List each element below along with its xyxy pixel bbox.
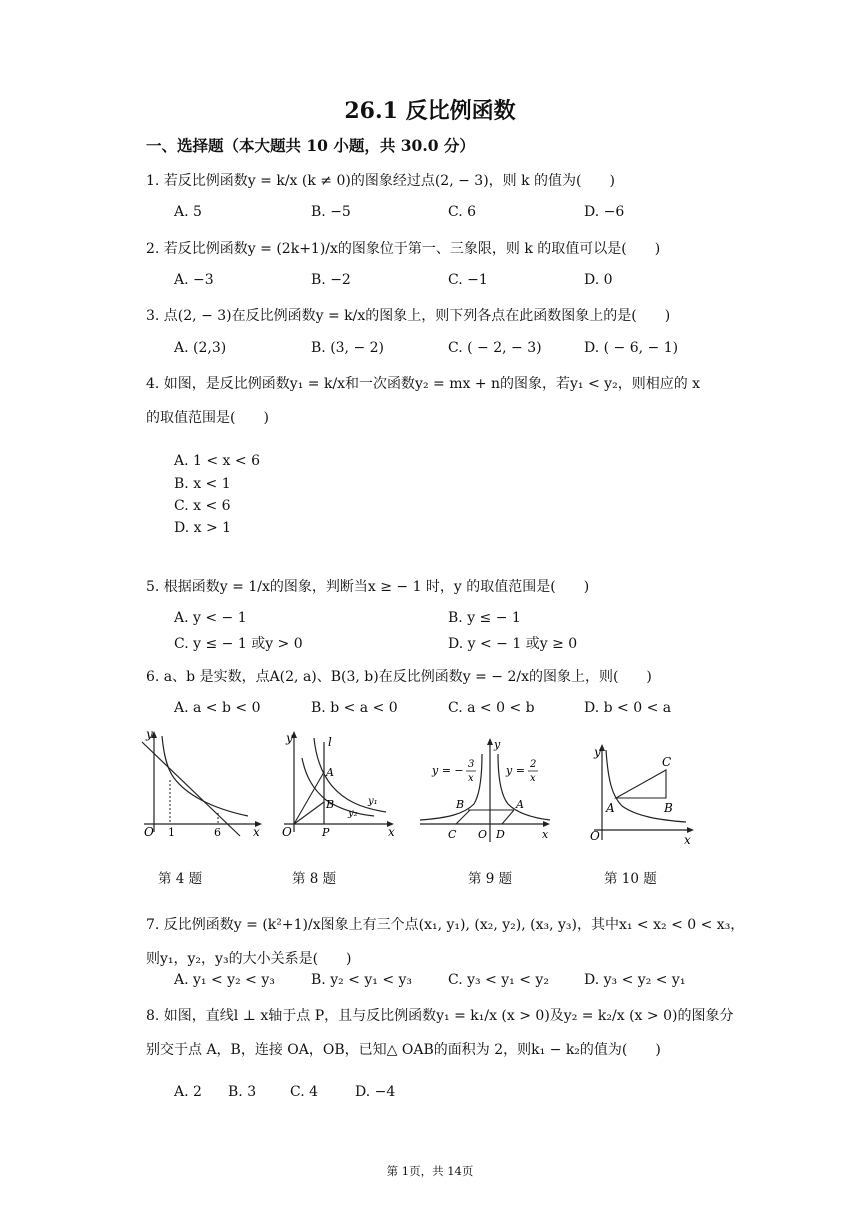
question-8-option-b: B. 3	[228, 1084, 257, 1100]
fig4-hyperbola	[162, 736, 248, 816]
question-4-stem-line-2: 的取值范围是( )	[146, 410, 269, 426]
question-1-option-c: C. 6	[448, 204, 477, 220]
question-5-option-d: D. y < − 1 或y ≥ 0	[448, 636, 578, 652]
fig8-label-a: A	[326, 766, 334, 779]
question-1-stem: 1. 若反比例函数y = k/x (k ≠ 0)的图象经过点(2, − 3)，则 k 的值为( )	[146, 173, 615, 189]
fig4-label-x: x	[253, 825, 260, 839]
question-5-option-b: B. y ≤ − 1	[448, 610, 521, 626]
fig9-right-numerator: 2	[530, 759, 537, 770]
fig9-right-eq-lhs: y =	[506, 764, 525, 777]
figure-4	[140, 728, 265, 843]
question-4-option-d: D. x > 1	[174, 520, 232, 536]
fig4-label-1: 1	[168, 826, 175, 839]
question-3-option-d: D. ( − 6, − 1)	[584, 340, 679, 356]
fig9-left-denominator: x	[468, 773, 474, 784]
fig9-label-o: O	[478, 828, 488, 841]
fig9-label-d: D	[496, 828, 505, 841]
question-2-option-b: B. −2	[311, 272, 351, 288]
fig9-left-eq-lhs: y = −	[432, 764, 464, 777]
question-8-stem-line-2: 别交于点 A，B，连接 OA，OB，已知△ OAB的面积为 2，则k₁ − k₂的值为( )	[146, 1042, 661, 1058]
fig9-right-denominator: x	[530, 773, 536, 784]
question-6-stem: 6. a、b 是实数，点A(2, a)、B(3, b)在反比例函数y = − 2/x的图象上，则( )	[146, 669, 652, 685]
fig8-label-o: O	[282, 825, 292, 839]
question-4-option-c: C. x < 6	[174, 498, 231, 514]
question-1-option-a: A. 5	[174, 204, 202, 220]
figure-9	[418, 734, 558, 846]
fig9-label-x: x	[542, 828, 549, 841]
question-5-option-c: C. y ≤ − 1 或y > 0	[174, 636, 303, 652]
fig4-label-o: O	[144, 825, 154, 839]
question-4-stem-line-1: 4. 如图，是反比例函数y₁ = k/x和一次函数y₂ = mx + n的图象，若y₁ < y₂，则相应的 x	[146, 376, 701, 392]
question-7-option-a: A. y₁ < y₂ < y₃	[174, 972, 275, 988]
fig10-label-x: x	[684, 833, 691, 847]
fig9-segment-da	[502, 810, 514, 824]
question-2-option-a: A. −3	[174, 272, 214, 288]
fig4-label-6: 6	[214, 826, 221, 839]
question-7-option-d: D. y₃ < y₂ < y₁	[584, 972, 686, 988]
question-4-option-b: B. x < 1	[174, 476, 231, 492]
fig10-label-b: B	[664, 801, 673, 815]
section-heading: 一、选择题（本大题共 10 小题，共 30.0 分）	[146, 136, 475, 155]
question-2-option-c: C. −1	[448, 272, 488, 288]
fig9-label-c: C	[448, 828, 457, 841]
question-7-option-b: B. y₂ < y₁ < y₃	[311, 972, 413, 988]
question-6-option-d: D. b < 0 < a	[584, 700, 672, 716]
fig9-y-arrow	[487, 738, 493, 745]
fig10-label-a: A	[606, 801, 615, 815]
question-7-option-c: C. y₃ < y₁ < y₂	[448, 972, 549, 988]
question-3-option-b: B. (3, − 2)	[311, 340, 385, 356]
fig9-label-y: y	[494, 738, 501, 751]
fig8-label-l: l	[328, 735, 332, 749]
page-footer: 第 1页，共 14页	[386, 1164, 474, 1178]
fig4-label-y: y	[146, 728, 153, 741]
fig4-line	[142, 742, 240, 836]
question-4-option-a: A. 1 < x < 6	[174, 453, 260, 469]
question-1-option-d: D. −6	[584, 204, 625, 220]
fig8-segment-ob	[294, 802, 324, 824]
question-2-stem: 2. 若反比例函数y = (2k+1)/x的图象位于第一、三象限，则 k 的取值可以是( )	[146, 241, 661, 257]
question-7-stem-line-2: 则y₁，y₂，y₃的大小关系是( )	[146, 951, 352, 967]
fig8-label-y: y	[286, 731, 293, 745]
figure-4-caption: 第 4 题	[158, 871, 203, 887]
fig8-label-b: B	[326, 798, 335, 811]
question-6-option-c: C. a < 0 < b	[448, 700, 535, 716]
question-2-option-d: D. 0	[584, 272, 613, 288]
question-6-option-a: A. a < b < 0	[174, 700, 261, 716]
figure-10-caption: 第 10 题	[604, 871, 657, 887]
fig9-label-a: A	[516, 798, 524, 811]
question-5-option-a: A. y < − 1	[174, 610, 247, 626]
fig10-triangle	[616, 770, 666, 798]
fig8-curve-y2	[302, 758, 374, 816]
fig8-label-x: x	[388, 825, 395, 839]
fig10-label-y: y	[594, 745, 601, 759]
question-8-stem-line-1: 8. 如图，直线l ⊥ x轴于点 P，且与反比例函数y₁ = k₁/x (x > 0)及y₂ = k₂/x (x > 0)的图象分	[146, 1008, 734, 1024]
fig9-x-arrow	[543, 821, 550, 827]
fig8-label-y1: y₁	[368, 796, 378, 807]
question-6-option-b: B. b < a < 0	[311, 700, 398, 716]
question-8-option-c: C. 4	[290, 1084, 319, 1100]
question-3-option-c: C. ( − 2, − 3)	[448, 340, 542, 356]
question-7-stem-line-1: 7. 反比例函数y = (k²+1)/x图象上有三个点(x₁, y₁), (x₂, y₂), (x₃, y₃)，其中x₁ < x₂ < 0 < x₃，	[146, 917, 745, 933]
fig10-curve	[606, 750, 686, 822]
question-8-option-d: D. −4	[355, 1084, 396, 1100]
figure-8-caption: 第 8 题	[292, 871, 337, 887]
question-8-option-a: A. 2	[174, 1084, 202, 1100]
fig9-label-b: B	[456, 798, 465, 811]
figure-9-caption: 第 9 题	[468, 871, 513, 887]
question-5-stem: 5. 根据函数y = 1/x的图象，判断当x ≥ − 1 时，y 的取值范围是( )	[146, 579, 590, 595]
page-title: 26.1 反比例函数	[344, 98, 516, 124]
figure-8	[278, 728, 403, 843]
question-3-option-a: A. (2,3)	[174, 340, 227, 356]
question-3-stem: 3. 点(2, − 3)在反比例函数y = k/x的图象上，则下列各点在此函数图象上的是( )	[146, 308, 671, 324]
fig9-left-numerator: 3	[468, 759, 475, 770]
fig10-label-o: O	[590, 829, 600, 843]
figure-10	[588, 740, 698, 848]
fig8-label-p: P	[322, 826, 330, 839]
fig8-label-y2: y₂	[348, 808, 358, 819]
fig10-label-c: C	[662, 755, 672, 769]
question-1-option-b: B. −5	[311, 204, 351, 220]
